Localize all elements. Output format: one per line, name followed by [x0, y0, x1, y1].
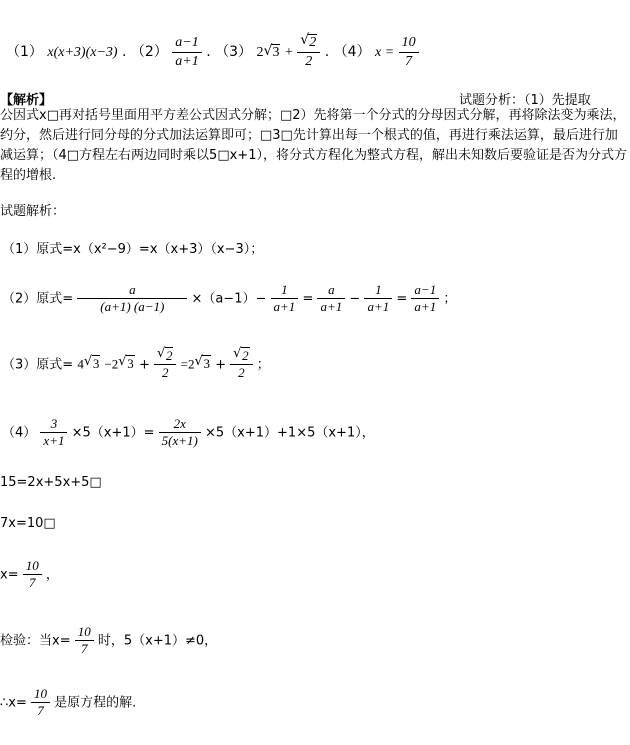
answer-2-label: （2） [130, 44, 168, 60]
step-3-fraction-2: √ $\frac{2}{2}$ [230, 348, 253, 382]
check-fraction: $\frac{10}{7}$ [75, 624, 94, 658]
analysis-text: 公因式x□再对括号里面用平方差公式因式分解；□2）先将第一个分式的分母因式分解，再将除法变为乘法，约分，然后进行同分母的分式加法运算即可；□3□先计算出每一个根式的值，再进行乘法运算，最后进行加减运算；（4□方程左右两边同时乘以5□x+1），将分式方程化为整式方程，解出未知数后要验证是否为分式方程的增根. [0, 108, 627, 183]
answer-3-frac-radical: √ 2 [300, 34, 317, 52]
solution-step-3: （3）原式= 4√ 3 −2√ 3 + √ $\frac{2}{2}$ =2√ 3 + √ $\frac{2}{2}$ ； [2, 348, 270, 382]
solution-line-2: 7x=10□ [0, 516, 56, 531]
step-2-fraction-4: $\frac{1}{a+1}$ [364, 282, 392, 316]
answer-4-fraction [399, 34, 419, 70]
answer-3-frac-denominator: 2 [305, 53, 313, 69]
analysis-label: 试题分析：（1）先提取 [459, 93, 591, 108]
separator-dot: . [324, 44, 330, 60]
final-fraction: $\frac{10}{7}$ [31, 686, 50, 720]
solution-line-3: x= $\frac{10}{7}$ ， [0, 558, 59, 591]
final-line: ∴x= $\frac{10}{7}$ 是原方程的解. [0, 686, 137, 719]
answer-2-fraction [172, 34, 201, 70]
check-line: 检验：当x= $\frac{10}{7}$ 时，5（x+1）≠0， [0, 624, 218, 657]
step-2-fraction-2: $\frac{1}{a+1}$ [271, 282, 299, 316]
answer-3-coef: 2 [256, 45, 264, 60]
separator-dot: . [206, 44, 211, 60]
step-3-fraction-1: √ $\frac{2}{2}$ [154, 348, 177, 382]
answer-2-denominator: a+1 [175, 53, 199, 69]
answer-4-numerator: 10 [399, 34, 419, 53]
answer-3-label: （3） [215, 44, 253, 60]
step-2-fraction-3: $\frac{a}{a+1}$ [317, 282, 345, 316]
answer-4-denominator: 7 [405, 53, 413, 69]
step-4-fraction-2: $\frac{2x}{5(x+1)}$ [159, 416, 201, 450]
step-4-fraction-1: $\frac{3}{x+1}$ [40, 416, 67, 450]
answer-1-label: （1） [6, 44, 43, 60]
solution-step-2: （2）原式= $\frac{a}{(a+1) (a-1)}$ ×（a−1）− $\frac{1}{a+1}$ = $\frac{a}{a+1}$ − $\frac{1}{a+1}$ = $\frac{a-1}{a+1}$ ； [2, 282, 457, 315]
answer-2-numerator: a−1 [172, 34, 201, 53]
solution-line-1: 15=2x+5x+5□ [0, 475, 102, 490]
answer-3-fraction [297, 34, 320, 70]
answer-1-expression: x(x+3)(x−3) [47, 45, 118, 60]
answer-3-radical: √ 3 [263, 46, 280, 60]
separator-dot: . [122, 44, 127, 60]
answer-4-x: x = [375, 45, 395, 60]
line-3-fraction: $\frac{10}{7}$ [23, 558, 42, 592]
solution-step-1: （1）原式=x（x²−9）=x（x+3）（x−3）； [2, 242, 264, 257]
step-2-fraction-1: $\frac{a}{(a+1) (a-1)}$ [77, 282, 187, 316]
solution-heading: 试题解析： [0, 204, 66, 219]
answer-4-label: （4） [333, 44, 371, 60]
analysis-heading: 【解析】 [0, 93, 53, 108]
solution-step-4: （4） $\frac{3}{x+1}$ ×5（x+1）= $\frac{2x}{5(x+1)}$ ×5（x+1）+1×5（x+1）， [2, 416, 375, 449]
step-2-fraction-5: $\frac{a-1}{a+1}$ [411, 282, 439, 316]
answer-3-plus: + [284, 45, 293, 60]
answer-line [6, 34, 419, 70]
